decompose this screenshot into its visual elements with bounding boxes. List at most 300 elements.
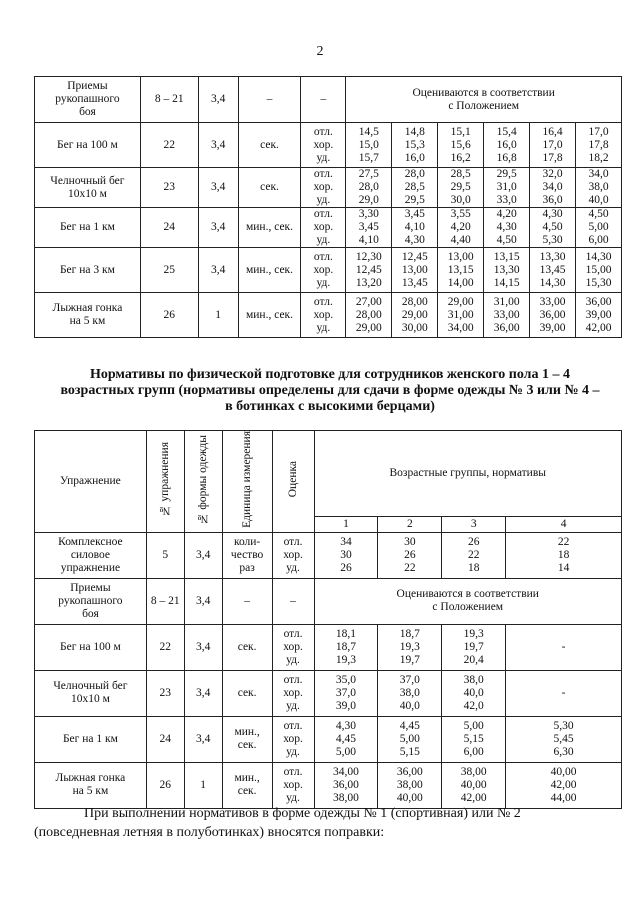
table-row bbox=[35, 670, 622, 716]
table-row bbox=[35, 123, 622, 168]
value-cell-line: 37,0 bbox=[399, 673, 420, 686]
value-cell-line: 15,00 bbox=[585, 263, 612, 276]
value-cell-line: 13,15 bbox=[493, 250, 520, 263]
exercise-cell-line: Лыжная гонка bbox=[55, 772, 126, 785]
exercise-number-cell: 25 bbox=[140, 248, 198, 293]
grade-cell bbox=[301, 123, 346, 168]
value-cell-line: 27,5 bbox=[358, 168, 379, 180]
value-cell-line: 3,55 bbox=[450, 208, 471, 220]
grade-cell-line: – bbox=[290, 594, 296, 607]
unit-cell: сек. bbox=[238, 168, 301, 208]
unit-cell bbox=[222, 670, 272, 716]
exercise-cell-line: на 5 км bbox=[69, 315, 106, 327]
value-cell bbox=[378, 716, 442, 762]
uniform-cell: 3,4 bbox=[184, 670, 222, 716]
table-row bbox=[35, 578, 622, 624]
value-cell-line: 39,00 bbox=[539, 321, 566, 334]
merged-note-cell bbox=[346, 77, 622, 123]
grade-cell-line: хор. bbox=[283, 732, 303, 745]
grade-cell-line: отл. bbox=[313, 125, 333, 138]
grade-cell-line: уд. bbox=[316, 321, 331, 334]
value-cell bbox=[314, 670, 378, 716]
value-cell-line: 15,7 bbox=[358, 151, 379, 164]
value-cell bbox=[346, 208, 392, 248]
value-cell-line: 6,00 bbox=[463, 745, 484, 758]
value-cell-line: 19,7 bbox=[399, 653, 420, 666]
value-cell-line: 5,15 bbox=[463, 732, 484, 745]
value-cell-line: 38,00 bbox=[396, 778, 423, 791]
value-cell-line: 15,1 bbox=[450, 125, 471, 138]
exercise-cell-line: Бег на 3 км bbox=[59, 263, 115, 276]
table-row bbox=[35, 532, 622, 578]
value-cell-line: 31,00 bbox=[493, 295, 520, 308]
value-cell-line: 29,00 bbox=[447, 295, 474, 308]
exercise-cell-line: упражнение bbox=[60, 561, 121, 574]
value-cell-line: 40,0 bbox=[399, 699, 420, 712]
value-cell bbox=[506, 670, 622, 716]
exercise-number-cell: 5 bbox=[146, 532, 184, 578]
value-cell bbox=[442, 624, 506, 670]
grade-cell-line: хор. bbox=[283, 778, 303, 791]
value-cell bbox=[506, 762, 622, 808]
value-cell bbox=[378, 762, 442, 808]
value-cell-line: 19,3 bbox=[399, 640, 420, 653]
unit-cell-line: коли- bbox=[233, 535, 261, 548]
value-cell bbox=[484, 168, 530, 208]
value-cell-line: 36,00 bbox=[493, 321, 520, 334]
value-cell-line: 40,00 bbox=[396, 791, 423, 804]
exercise-number-cell: 26 bbox=[146, 762, 184, 808]
grade-cell bbox=[272, 716, 314, 762]
value-cell-line: 28,5 bbox=[404, 181, 425, 193]
value-cell-line: 4,10 bbox=[404, 221, 425, 233]
header-group-3: 3 bbox=[442, 516, 506, 532]
table-row bbox=[35, 716, 622, 762]
value-cell-line: 14,00 bbox=[447, 276, 474, 289]
header-group-2: 2 bbox=[378, 516, 442, 532]
value-cell-line: 13,30 bbox=[493, 263, 520, 276]
value-cell bbox=[346, 293, 392, 338]
value-cell-line: 40,00 bbox=[460, 778, 487, 791]
value-cell bbox=[530, 208, 576, 248]
grade-cell bbox=[301, 77, 346, 123]
value-cell-line: 29,5 bbox=[496, 168, 517, 180]
value-cell bbox=[378, 532, 442, 578]
value-cell bbox=[576, 248, 622, 293]
exercise-number-cell: 8 – 21 bbox=[140, 77, 198, 123]
value-cell-line: 38,00 bbox=[333, 791, 359, 804]
value-cell-line: 15,4 bbox=[496, 125, 517, 138]
value-cell-line: 31,0 bbox=[496, 181, 517, 193]
grade-cell-line: – bbox=[320, 93, 327, 105]
table-row bbox=[35, 293, 622, 338]
value-cell-line: 39,0 bbox=[335, 699, 356, 712]
exercise-cell bbox=[35, 716, 147, 762]
value-cell-line: 17,0 bbox=[542, 138, 563, 151]
unit-cell-line: сек. bbox=[237, 785, 257, 798]
value-cell-line: 15,6 bbox=[450, 138, 471, 151]
value-cell bbox=[314, 624, 378, 670]
value-cell-line: 14,8 bbox=[404, 125, 425, 138]
value-cell bbox=[484, 293, 530, 338]
value-cell-line: 29,5 bbox=[404, 194, 425, 206]
value-cell-line: 3,45 bbox=[358, 221, 379, 233]
value-cell-line: 4,30 bbox=[404, 234, 425, 246]
header-group-4: 4 bbox=[506, 516, 622, 532]
uniform-cell: 3,4 bbox=[198, 77, 238, 123]
value-cell-line: 12,45 bbox=[355, 263, 382, 276]
exercise-cell-line: 10х10 м bbox=[70, 693, 110, 706]
exercise-cell bbox=[35, 168, 141, 208]
value-cell-line: 38,0 bbox=[463, 673, 484, 686]
value-cell-line: 42,0 bbox=[463, 699, 484, 712]
value-cell-line: 29,0 bbox=[358, 194, 379, 206]
value-cell-line: 15,3 bbox=[404, 138, 425, 151]
value-cell bbox=[346, 248, 392, 293]
value-cell bbox=[314, 532, 378, 578]
unit-cell bbox=[222, 762, 272, 808]
value-cell-line: 14,15 bbox=[493, 276, 520, 289]
value-cell bbox=[484, 208, 530, 248]
grade-cell-line: отл. bbox=[283, 673, 303, 686]
header-age-groups: Возрастные группы, нормативы bbox=[314, 431, 622, 517]
value-cell-line: 17,8 bbox=[542, 151, 563, 164]
uniform-cell: 3,4 bbox=[198, 168, 238, 208]
value-cell-line: 14,30 bbox=[539, 276, 566, 289]
grade-cell-line: уд. bbox=[286, 745, 300, 758]
value-cell-line: 34 bbox=[340, 535, 352, 548]
unit-cell: мин., сек. bbox=[238, 208, 301, 248]
value-cell-line: 26 bbox=[467, 535, 480, 548]
unit-cell: сек. bbox=[238, 123, 301, 168]
exercise-cell-line: Комплексное bbox=[58, 535, 123, 548]
value-cell bbox=[346, 168, 392, 208]
grade-cell-line: уд. bbox=[286, 653, 300, 666]
value-cell bbox=[506, 532, 622, 578]
uniform-cell: 3,4 bbox=[184, 532, 222, 578]
value-cell-line: 19,3 bbox=[463, 627, 484, 640]
grade-cell-line: хор. bbox=[283, 640, 303, 653]
value-cell-line: 40,00 bbox=[550, 765, 577, 778]
exercise-number-cell: 24 bbox=[146, 716, 184, 762]
value-cell-line: 4,40 bbox=[450, 234, 471, 246]
grade-cell-line: отл. bbox=[283, 535, 303, 548]
grade-cell-line: хор. bbox=[313, 181, 334, 193]
value-cell bbox=[314, 762, 378, 808]
header-group-1: 1 bbox=[314, 516, 378, 532]
value-cell-line: 38,0 bbox=[399, 686, 420, 699]
value-cell-line: 27,00 bbox=[355, 295, 382, 308]
value-cell-line: 40,0 bbox=[463, 686, 484, 699]
section-heading: Нормативы по физической подготовке для сотрудников женского пола 1 – 4 возрастных групп (нормативы определены для сдачи в форме одежды № 3 или № 4 – в ботинках с высокими берцами) bbox=[60, 367, 600, 414]
value-cell-line: 28,00 bbox=[355, 308, 382, 321]
table-row bbox=[35, 624, 622, 670]
value-cell-line: 44,00 bbox=[550, 791, 577, 804]
value-cell-line: 4,30 bbox=[542, 208, 563, 220]
value-cell-line: 4,20 bbox=[496, 208, 517, 220]
value-cell bbox=[392, 123, 438, 168]
grade-cell-line: хор. bbox=[313, 263, 334, 276]
value-cell-line: 30,00 bbox=[401, 321, 428, 334]
value-cell-line: 29,00 bbox=[355, 321, 382, 334]
value-cell bbox=[530, 123, 576, 168]
value-cell-line: 33,00 bbox=[539, 295, 566, 308]
value-cell-line: 17,0 bbox=[588, 125, 609, 138]
value-cell-line: - bbox=[561, 640, 566, 653]
value-cell-line: 36,00 bbox=[585, 295, 612, 308]
merged-note-cell-line: с Положением bbox=[448, 99, 520, 112]
value-cell-line: 26 bbox=[404, 548, 416, 561]
exercise-number-cell: 23 bbox=[146, 670, 184, 716]
uniform-cell: 3,4 bbox=[198, 248, 238, 293]
grade-cell-line: уд. bbox=[316, 234, 331, 246]
unit-cell-line: чество bbox=[230, 548, 264, 561]
value-cell-line: 42,00 bbox=[585, 321, 612, 334]
value-cell-line: 14,5 bbox=[358, 125, 379, 138]
exercise-number-cell: 22 bbox=[140, 123, 198, 168]
exercise-cell-line: Бег на 1 км bbox=[62, 732, 118, 745]
unit-cell bbox=[222, 624, 272, 670]
value-cell-line: 12,45 bbox=[401, 250, 428, 263]
value-cell-line: 13,00 bbox=[401, 263, 428, 276]
exercise-cell-line: боя bbox=[79, 106, 96, 118]
grade-cell-line: хор. bbox=[313, 138, 334, 151]
exercise-cell bbox=[35, 578, 147, 624]
value-cell-line: 19,3 bbox=[335, 653, 356, 666]
value-cell-line: 5,00 bbox=[463, 719, 484, 732]
value-cell-line: 13,20 bbox=[355, 276, 382, 289]
grade-cell bbox=[301, 293, 346, 338]
value-cell-line: 6,30 bbox=[553, 745, 574, 758]
value-cell-line: 6,00 bbox=[588, 234, 609, 246]
value-cell-line: 18 bbox=[467, 561, 480, 574]
merged-note-cell bbox=[314, 578, 622, 624]
exercise-number-cell: 23 bbox=[140, 168, 198, 208]
table-row bbox=[35, 208, 622, 248]
header-grade: Оценка bbox=[272, 431, 314, 533]
value-cell-line: 32,0 bbox=[542, 168, 563, 180]
value-cell-line: 4,50 bbox=[588, 208, 609, 220]
header-unit: Единица измерения bbox=[222, 431, 272, 533]
grade-cell-line: уд. bbox=[286, 699, 300, 712]
value-cell bbox=[530, 293, 576, 338]
value-cell-line: 36,00 bbox=[539, 308, 566, 321]
exercise-number-cell: 22 bbox=[146, 624, 184, 670]
uniform-cell: 1 bbox=[198, 293, 238, 338]
value-cell bbox=[484, 248, 530, 293]
exercise-cell bbox=[35, 532, 147, 578]
value-cell bbox=[392, 293, 438, 338]
value-cell-line: 22 bbox=[404, 561, 416, 574]
grade-cell-line: отл. bbox=[313, 250, 333, 263]
grade-cell bbox=[272, 532, 314, 578]
value-cell-line: 20,4 bbox=[463, 653, 484, 666]
value-cell-line: 12,30 bbox=[355, 250, 382, 263]
value-cell-line: 30 bbox=[404, 535, 416, 548]
grade-cell-line: отл. bbox=[283, 627, 303, 640]
grade-cell-line: хор. bbox=[283, 686, 303, 699]
value-cell-line: 13,45 bbox=[401, 276, 428, 289]
grade-cell bbox=[301, 248, 346, 293]
exercise-cell-line: на 5 км bbox=[72, 785, 109, 798]
value-cell-line: - bbox=[561, 686, 566, 699]
uniform-cell: 1 bbox=[184, 762, 222, 808]
value-cell-line: 26 bbox=[340, 561, 352, 574]
value-cell bbox=[484, 123, 530, 168]
grade-cell-line: уд. bbox=[316, 151, 331, 164]
value-cell-line: 16,0 bbox=[496, 138, 517, 151]
value-cell bbox=[438, 293, 484, 338]
value-cell-line: 14 bbox=[557, 561, 570, 574]
value-cell bbox=[438, 168, 484, 208]
merged-note-cell-line: Оцениваются в соответствии bbox=[396, 588, 539, 601]
value-cell-line: 5,15 bbox=[399, 745, 420, 758]
value-cell bbox=[392, 208, 438, 248]
value-cell-line: 36,00 bbox=[396, 765, 423, 778]
grade-cell bbox=[272, 670, 314, 716]
unit-cell-line: сек. bbox=[237, 640, 257, 653]
grade-cell-line: уд. bbox=[286, 561, 300, 574]
unit-cell-line: мин., bbox=[234, 726, 260, 739]
value-cell-line: 13,00 bbox=[447, 250, 474, 263]
value-cell-line: 16,0 bbox=[404, 151, 425, 164]
value-cell-line: 4,20 bbox=[450, 221, 471, 233]
value-cell-line: 3,30 bbox=[358, 208, 379, 220]
value-cell-line: 5,00 bbox=[588, 221, 609, 233]
grade-cell-line: уд. bbox=[316, 276, 331, 289]
grade-cell bbox=[272, 578, 314, 624]
unit-cell bbox=[222, 578, 272, 624]
value-cell bbox=[442, 762, 506, 808]
value-cell bbox=[442, 716, 506, 762]
value-cell-line: 34,00 bbox=[333, 765, 359, 778]
value-cell-line: 18,2 bbox=[588, 151, 609, 164]
grade-cell bbox=[301, 208, 346, 248]
grade-cell-line: отл. bbox=[283, 765, 303, 778]
exercise-cell-line: Челночный бег bbox=[53, 680, 128, 693]
value-cell-line: 36,0 bbox=[542, 194, 563, 206]
value-cell-line: 38,00 bbox=[460, 765, 487, 778]
value-cell-line: 34,00 bbox=[447, 321, 474, 334]
unit-cell: мин., сек. bbox=[238, 293, 301, 338]
value-cell-line: 31,00 bbox=[447, 308, 474, 321]
exercise-cell-line: Лыжная гонка bbox=[52, 302, 123, 314]
exercise-cell-line: Бег на 100 м bbox=[57, 138, 118, 151]
grade-cell bbox=[272, 624, 314, 670]
value-cell bbox=[438, 123, 484, 168]
value-cell-line: 5,00 bbox=[399, 732, 420, 745]
grade-cell-line: отл. bbox=[313, 208, 333, 220]
page-number: 2 bbox=[316, 44, 324, 59]
value-cell bbox=[506, 624, 622, 670]
exercise-cell bbox=[35, 624, 147, 670]
value-cell-line: 29,00 bbox=[401, 308, 428, 321]
value-cell bbox=[442, 532, 506, 578]
value-cell-line: 30,0 bbox=[450, 194, 471, 206]
exercise-cell bbox=[35, 293, 141, 338]
exercise-number-cell: 24 bbox=[140, 208, 198, 248]
table-row bbox=[35, 762, 622, 808]
grade-cell bbox=[301, 168, 346, 208]
value-cell bbox=[314, 716, 378, 762]
exercise-cell-line: рукопашного bbox=[55, 93, 120, 105]
value-cell-line: 17,8 bbox=[588, 138, 609, 151]
unit-cell: мин., сек. bbox=[238, 248, 301, 293]
value-cell-line: 16,2 bbox=[450, 151, 471, 164]
value-cell-line: 40,0 bbox=[588, 194, 609, 206]
merged-note-cell-line: с Положением bbox=[432, 601, 504, 614]
value-cell bbox=[438, 208, 484, 248]
value-cell-line: 15,30 bbox=[585, 276, 612, 289]
value-cell-line: 16,8 bbox=[496, 151, 517, 164]
value-cell bbox=[392, 168, 438, 208]
value-cell-line: 33,0 bbox=[496, 194, 517, 206]
value-cell-line: 14,30 bbox=[585, 250, 612, 263]
value-cell bbox=[576, 208, 622, 248]
exercise-cell bbox=[35, 77, 141, 123]
unit-cell-line: – bbox=[244, 594, 250, 607]
grade-cell-line: хор. bbox=[313, 308, 334, 321]
standards-table-continued bbox=[34, 76, 622, 338]
value-cell-line: 34,0 bbox=[588, 168, 609, 180]
value-cell-line: 13,45 bbox=[539, 263, 566, 276]
value-cell-line: 28,5 bbox=[450, 168, 471, 180]
paragraph-line-1: При выполнении нормативов в форме одежды № 1 (спортивная) или № 2 bbox=[84, 806, 521, 821]
value-cell-line: 39,00 bbox=[585, 308, 612, 321]
value-cell-line: 28,0 bbox=[404, 168, 425, 180]
value-cell bbox=[576, 168, 622, 208]
unit-cell bbox=[222, 716, 272, 762]
unit-cell-line: мин., bbox=[234, 772, 260, 785]
value-cell-line: 4,50 bbox=[496, 234, 517, 246]
value-cell-line: 30 bbox=[340, 548, 352, 561]
value-cell bbox=[378, 670, 442, 716]
grade-cell-line: отл. bbox=[313, 295, 333, 308]
value-cell-line: 4,30 bbox=[496, 221, 517, 233]
value-cell-line: 35,0 bbox=[335, 673, 356, 686]
value-cell-line: 18,7 bbox=[335, 640, 356, 653]
value-cell-line: 42,00 bbox=[550, 778, 577, 791]
value-cell bbox=[378, 624, 442, 670]
corrections-paragraph bbox=[34, 804, 604, 842]
value-cell-line: 4,50 bbox=[542, 221, 563, 233]
header-exercise-number: № упражнения bbox=[146, 431, 184, 533]
exercise-cell-line: Бег на 100 м bbox=[59, 640, 121, 653]
value-cell-line: 34,0 bbox=[542, 181, 563, 193]
exercise-number-cell: 8 – 21 bbox=[146, 578, 184, 624]
women-standards-table bbox=[34, 430, 622, 809]
paragraph-line-2: (повседневная летняя в полуботинках) вносятся поправки: bbox=[34, 825, 385, 840]
value-cell bbox=[576, 293, 622, 338]
unit-cell-line: сек. bbox=[237, 739, 257, 752]
exercise-cell bbox=[35, 670, 147, 716]
grade-cell-line: отл. bbox=[313, 168, 333, 180]
value-cell-line: 22 bbox=[557, 535, 570, 548]
value-cell bbox=[392, 248, 438, 293]
exercise-cell bbox=[35, 762, 147, 808]
value-cell-line: 5,45 bbox=[553, 732, 574, 745]
header-exercise: Упражнение bbox=[35, 431, 147, 533]
grade-cell-line: хор. bbox=[283, 548, 303, 561]
exercise-cell-line: Челночный бег bbox=[50, 174, 125, 187]
exercise-cell bbox=[35, 123, 141, 168]
exercise-cell bbox=[35, 208, 141, 248]
grade-cell-line: хор. bbox=[313, 221, 334, 233]
grade-cell-line: отл. bbox=[283, 719, 303, 732]
value-cell-line: 36,00 bbox=[333, 778, 359, 791]
value-cell bbox=[442, 670, 506, 716]
value-cell-line: 18,1 bbox=[335, 627, 356, 640]
